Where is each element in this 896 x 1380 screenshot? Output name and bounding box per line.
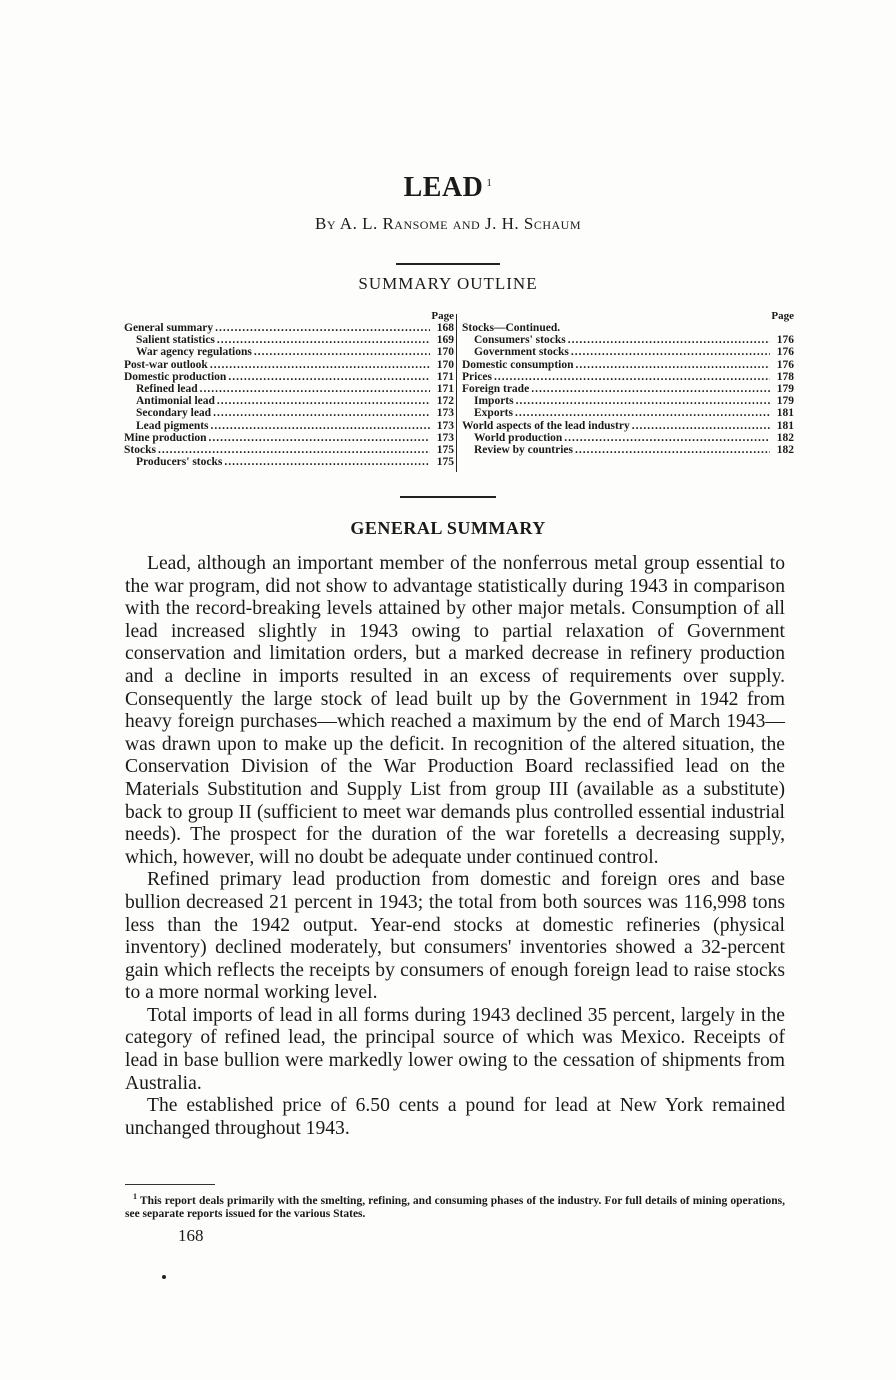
outline-entry-label: World aspects of the lead industry xyxy=(462,419,630,432)
leader-dots xyxy=(571,346,770,358)
outline-entry-page: 175 xyxy=(436,456,454,469)
leader-dots xyxy=(224,456,430,468)
outline-entry-label: Refined lead xyxy=(136,383,198,396)
leader-dots xyxy=(200,383,430,395)
leader-dots xyxy=(213,407,430,419)
outline-entry-page: 173 xyxy=(436,407,454,420)
paragraph: Total imports of lead in all forms during 1943 declined 35 percent, largely in the category of refined lead, the principal source of which was Mexico. Receipts of lead in base bullion were markedly lower owing to the cessation of shipments from Australia. xyxy=(125,1004,785,1094)
leader-dots xyxy=(210,359,430,371)
outline-entry-label: Domestic consumption xyxy=(462,358,574,371)
outline-entry-page: 181 xyxy=(776,419,794,432)
outline-entry-label: Antimonial lead xyxy=(136,395,215,408)
outline-entry-label: Post-war outlook xyxy=(124,358,208,371)
outline-entry-label: Exports xyxy=(474,407,513,420)
paragraph: Refined primary lead production from domestic and foreign ores and base bullion decreased 21 percent in 1943; the total from both sources was 116,998 tons less than the 1942 output. Year-end stocks at domestic refineries (physical inventory) declined moderately, but consumers' inventories showed a 32-percent gain which reflects the receipts by consumers of enough foreign lead to raise stocks to a more normal working level. xyxy=(125,869,785,1004)
outline-entry xyxy=(124,322,454,334)
leader-dots xyxy=(576,359,771,371)
footnote-rule xyxy=(125,1184,215,1185)
outline-entry-page: 179 xyxy=(776,395,794,408)
outline-entry-label: Producers' stocks xyxy=(136,456,223,469)
outline-entry xyxy=(124,395,454,407)
paragraph: Lead, although an important member of the nonferrous metal group essential to the war program, did not show to advantage statistically during 1943 in comparison with the record-breaking levels attained by other major metals. Consumption of all lead increased slightly in 1943 owing to partial relaxation of Government conservation and limitation orders, but a marked decrease in refinery production and a decline in imports resulted in an excess of requirements over supply. Consequently the large stock of lead built up by the Government in 1942 from heavy foreign purchases—which reached a maximum by the end of March 1943—was drawn upon to make up the deficit. In recognition of the altered situation, the Conservation Division of the War Production Board reclassified lead on the Materials Substitution and Supply List from group III (available as a substitute) back to group II (sufficient to meet war demands plus controlled essential industrial needs). The prospect for the duration of the war foretells a decreasing supply, which, however, will no doubt be adequate under continued control. xyxy=(125,553,785,868)
leader-dots xyxy=(158,444,430,456)
outline-entry-page: 171 xyxy=(436,383,454,396)
outline-entry-page: 179 xyxy=(776,383,794,396)
title-footnote-marker: 1 xyxy=(486,176,493,189)
page-title xyxy=(0,172,896,204)
outline-entry-page: 176 xyxy=(776,358,794,371)
outline-entry-page: 170 xyxy=(436,358,454,371)
outline-end-divider xyxy=(400,496,496,498)
outline-entry-page: 178 xyxy=(776,370,794,383)
leader-dots xyxy=(516,395,770,407)
outline-entry-page: 181 xyxy=(776,407,794,420)
outline-entry-page: 172 xyxy=(436,395,454,408)
leader-dots xyxy=(217,395,430,407)
outline-entry-label: Salient statistics xyxy=(136,334,215,347)
outline-entry-page: 170 xyxy=(436,346,454,359)
title-divider xyxy=(396,263,500,265)
outline-entry-page: 182 xyxy=(776,431,794,444)
outline-entry-label: Stocks—Continued. xyxy=(462,322,561,334)
outline-entry-label: Government stocks xyxy=(474,346,569,359)
leader-dots xyxy=(515,407,770,419)
outline-entry xyxy=(462,383,794,395)
outline-entry-page: 182 xyxy=(776,444,794,457)
leader-dots xyxy=(564,432,770,444)
outline-right-page-label: Page xyxy=(771,310,794,322)
footnote-text: This report deals primarily with the smelting, refining, and consuming phases of the industry. For full details of mining operations, see separate reports issued for the various States. xyxy=(125,1194,786,1220)
outline-entry-label: World production xyxy=(474,431,563,444)
outline-entry xyxy=(462,346,794,358)
leader-dots xyxy=(494,371,770,383)
outline-entry-page: 176 xyxy=(776,346,794,359)
outline-entry xyxy=(124,444,454,456)
outline-entry xyxy=(462,444,794,456)
outline-entry-page: 171 xyxy=(436,370,454,383)
leader-dots xyxy=(209,432,430,444)
leader-dots xyxy=(632,420,770,432)
outline-entry-label: War agency regulations xyxy=(136,346,252,359)
outline-entry-label: Foreign trade xyxy=(462,383,530,396)
paragraph: The established price of 6.50 cents a pound for lead at New York remained unchanged throughout 1943. xyxy=(125,1095,785,1139)
outline-entry-label: Imports xyxy=(474,395,514,408)
leader-dots xyxy=(228,371,430,383)
outline-entry-label: Stocks xyxy=(124,444,156,457)
outline-entry xyxy=(124,359,454,371)
outline-entry-page: 176 xyxy=(776,334,794,347)
outline-left-column xyxy=(124,310,454,468)
outline-entry-label: Prices xyxy=(462,370,493,383)
outline-entry-label: Lead pigments xyxy=(136,419,209,432)
title-text: LEAD xyxy=(403,172,484,203)
outline-entry xyxy=(462,432,794,444)
outline-entry-label: Secondary lead xyxy=(136,407,212,420)
outline-entry xyxy=(124,456,454,468)
outline-right-column xyxy=(462,310,794,456)
leader-dots xyxy=(215,322,430,334)
outline-entry xyxy=(462,420,794,432)
outline-entry-label: Mine production xyxy=(124,431,207,444)
authors-line: By A. L. Ransome and J. H. Schaum xyxy=(314,214,581,233)
footnote-marker: 1 xyxy=(133,1192,137,1201)
leader-dots xyxy=(568,334,770,346)
footnote xyxy=(125,1190,785,1221)
outline-entry xyxy=(124,407,454,419)
general-summary-heading: GENERAL SUMMARY xyxy=(350,518,546,538)
outline-entry xyxy=(124,346,454,358)
outline-entry xyxy=(124,420,454,432)
leader-dots xyxy=(575,444,770,456)
leader-dots xyxy=(254,346,430,358)
page-number: 168 xyxy=(178,1226,204,1245)
outline-entry xyxy=(124,334,454,346)
outline-entry xyxy=(462,334,794,346)
outline-entry xyxy=(462,407,794,419)
outline-entry xyxy=(124,371,454,383)
outline-entry xyxy=(462,359,794,371)
outline-entry-page: 169 xyxy=(436,334,454,347)
outline-entry xyxy=(124,383,454,395)
outline-entry-page: 173 xyxy=(436,419,454,432)
summary-outline-heading: SUMMARY OUTLINE xyxy=(358,274,538,293)
outline-entry xyxy=(462,395,794,407)
outline-column-divider xyxy=(456,314,457,472)
outline-left-page-label: Page xyxy=(431,310,454,322)
leader-dots xyxy=(217,334,430,346)
outline-entry xyxy=(462,371,794,383)
outline-entry-label: Review by countries xyxy=(474,444,574,457)
outline-entry-page: 168 xyxy=(436,322,454,334)
outline-entry-page: 175 xyxy=(436,444,454,457)
outline-entry-label: Domestic production xyxy=(124,370,227,383)
leader-dots xyxy=(531,383,770,395)
outline-entry xyxy=(462,322,794,334)
outline-entry xyxy=(124,432,454,444)
outline-entry-page: 173 xyxy=(436,431,454,444)
printing-mark xyxy=(162,1275,166,1279)
leader-dots xyxy=(211,420,430,432)
outline-entry-label: General summary xyxy=(124,322,214,334)
outline-entry-label: Consumers' stocks xyxy=(474,334,566,347)
general-summary-body xyxy=(125,553,785,1140)
